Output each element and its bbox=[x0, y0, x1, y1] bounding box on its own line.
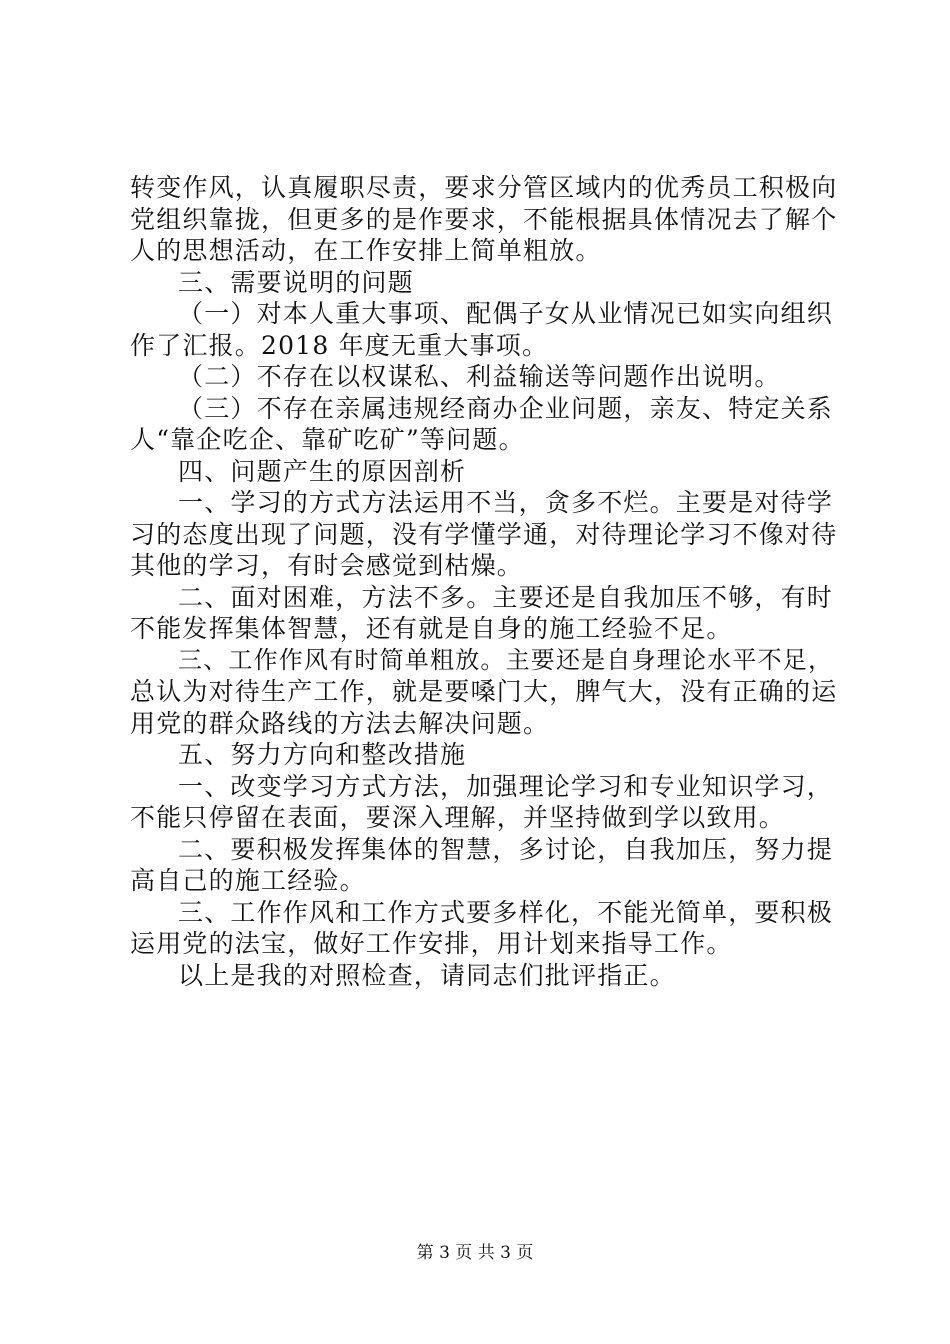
section-heading-5: 五、努力方向和整改措施 bbox=[178, 740, 467, 769]
text-line-23: 高自己的施工经验。 bbox=[130, 866, 366, 895]
text-line-1: 转变作风，认真履职尽责，要求分管区域内的优秀员工积极向 bbox=[130, 173, 838, 202]
page-footer bbox=[0, 1242, 950, 1264]
text-line-5: （一）对本人重大事项、配偶子女从业情况已如实向组织 bbox=[178, 299, 834, 328]
text-line-7: （二）不存在以权谋私、利益输送等问题作出说明。 bbox=[178, 362, 781, 391]
text-line-16: 三、工作作风有时简单粗放。主要还是自身理论水平不足， bbox=[178, 645, 834, 674]
text-line-14: 二、面对困难，方法不多。主要还是自我加压不够，有时 bbox=[178, 582, 834, 612]
text-line-3: 人的思想活动，在工作安排上简单粗放。 bbox=[130, 236, 602, 265]
text-line-22: 二、要积极发挥集体的智慧，多讨论，自我加压，努力提 bbox=[178, 834, 834, 864]
section-heading-4: 四、问题产生的原因剖析 bbox=[178, 456, 467, 486]
section-heading-3: 三、需要说明的问题 bbox=[178, 267, 414, 297]
text-line-11: 一、学习的方式方法运用不当，贪多不烂。主要是对待学 bbox=[178, 488, 834, 517]
text-line-12: 习的态度出现了问题，没有学懂学通，对待理论学习不像对待 bbox=[130, 519, 838, 549]
text-line-9: 人“靠企吃企、靠矿吃矿”等问题。 bbox=[130, 425, 525, 454]
page-number: 第 3 页 共 3 页 bbox=[416, 1243, 534, 1263]
text-line-20: 一、改变学习方式方法，加强理论学习和专业知识学习， bbox=[178, 771, 834, 801]
text-line-21: 不能只停留在表面，要深入理解，并坚持做到学以致用。 bbox=[130, 803, 786, 832]
text-line-6: 作了汇报。2018 年度无重大事项。 bbox=[130, 330, 549, 360]
text-line-2: 党组织靠拢，但更多的是作要求，不能根据具体情况去了解个 bbox=[130, 204, 838, 234]
text-line-18: 用党的群众路线的方法去解决问题。 bbox=[130, 708, 550, 738]
text-line-15: 不能发挥集体智慧，还有就是自身的施工经验不足。 bbox=[130, 614, 733, 643]
text-line-13: 其他的学习，有时会感觉到枯燥。 bbox=[130, 551, 524, 580]
document-body bbox=[130, 172, 840, 991]
text-line-25: 运用党的法宝，做好工作安排，用计划来指导工作。 bbox=[130, 929, 733, 958]
text-line-24: 三、工作作风和工作方式要多样化，不能光简单，要积极 bbox=[178, 897, 834, 927]
closing-line: 以上是我的对照检查，请同志们批评指正。 bbox=[178, 960, 676, 990]
text-line-8: （三）不存在亲属违规经商办企业问题，亲友、特定关系 bbox=[178, 393, 834, 423]
text-line-17: 总认为对待生产工作，就是要嗓门大，脾气大，没有正确的运 bbox=[130, 677, 838, 706]
